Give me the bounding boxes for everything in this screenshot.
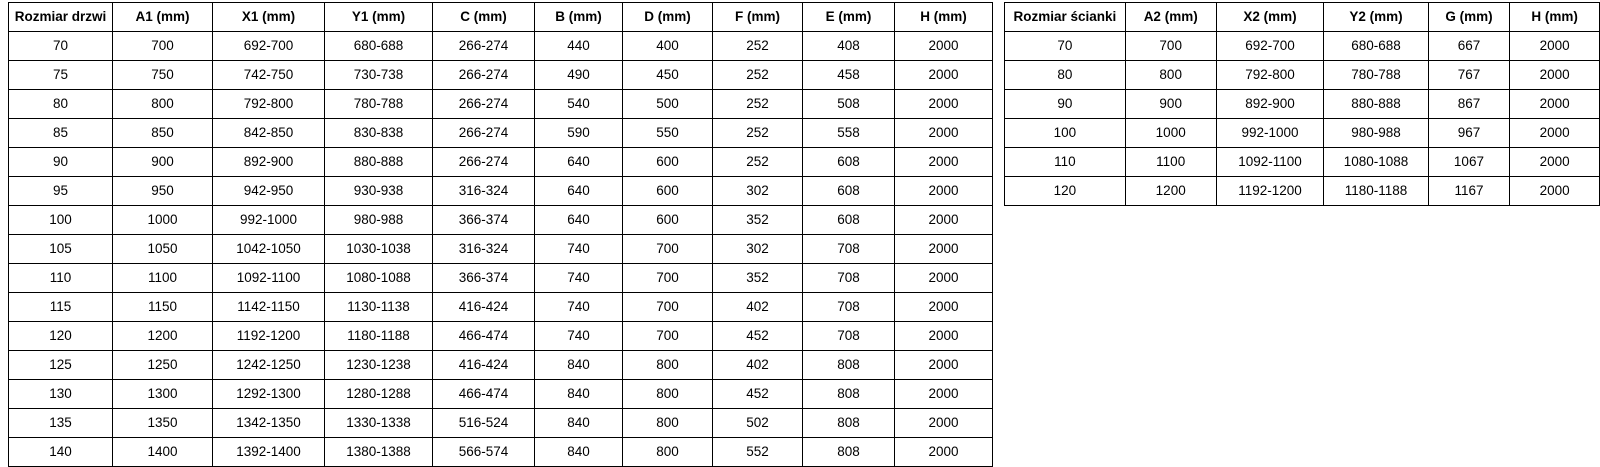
table-cell: 850 <box>113 119 213 148</box>
table-cell: 600 <box>623 177 713 206</box>
table-cell: 550 <box>623 119 713 148</box>
table-cell: 90 <box>1005 90 1126 119</box>
table-cell: 2000 <box>895 206 993 235</box>
table-cell: 115 <box>9 293 113 322</box>
table-cell: 75 <box>9 61 113 90</box>
table-cell: 100 <box>1005 119 1126 148</box>
table-cell: 402 <box>713 351 803 380</box>
table-cell: 1292-1300 <box>213 380 325 409</box>
table-cell: 2000 <box>895 32 993 61</box>
table-cell: 252 <box>713 61 803 90</box>
table-cell: 408 <box>803 32 895 61</box>
table-cell: 302 <box>713 177 803 206</box>
table-cell: 402 <box>713 293 803 322</box>
table-cell: 1180-1188 <box>1324 177 1428 206</box>
table-cell: 2000 <box>895 264 993 293</box>
table-cell: 942-950 <box>213 177 325 206</box>
table-cell: 808 <box>803 409 895 438</box>
table-cell: 452 <box>713 380 803 409</box>
table-cell: 700 <box>623 264 713 293</box>
table-cell: 2000 <box>895 119 993 148</box>
table-cell: 440 <box>535 32 623 61</box>
table-cell: 135 <box>9 409 113 438</box>
table-cell: 792-800 <box>1216 61 1324 90</box>
table-cell: 1167 <box>1428 177 1510 206</box>
table-cell: 600 <box>623 206 713 235</box>
table-cell: 1080-1088 <box>325 264 433 293</box>
table-cell: 466-474 <box>433 380 535 409</box>
table-cell: 950 <box>113 177 213 206</box>
table-cell: 867 <box>1428 90 1510 119</box>
table-cell: 900 <box>113 148 213 177</box>
table-row <box>9 380 993 409</box>
table-cell: 2000 <box>895 293 993 322</box>
table-cell: 700 <box>623 235 713 264</box>
table-cell: 316-324 <box>433 235 535 264</box>
table-cell: 266-274 <box>433 148 535 177</box>
table-header-row <box>9 3 993 32</box>
table-cell: 800 <box>623 351 713 380</box>
table-cell: 1192-1200 <box>1216 177 1324 206</box>
table-cell: 1050 <box>113 235 213 264</box>
table-cell: 640 <box>535 148 623 177</box>
table-cell: 458 <box>803 61 895 90</box>
table-cell: 100 <box>9 206 113 235</box>
table-cell: 490 <box>535 61 623 90</box>
door-table-body <box>9 32 993 467</box>
table-row <box>1005 148 1600 177</box>
table-cell: 1100 <box>113 264 213 293</box>
table-cell: 992-1000 <box>1216 119 1324 148</box>
table-cell: 566-574 <box>433 438 535 467</box>
table-cell: 1250 <box>113 351 213 380</box>
table-cell: 85 <box>9 119 113 148</box>
table-cell: 1092-1100 <box>1216 148 1324 177</box>
table-cell: 1042-1050 <box>213 235 325 264</box>
table-cell: 1150 <box>113 293 213 322</box>
table-cell: 680-688 <box>325 32 433 61</box>
door-table-column-header: C (mm) <box>433 3 535 32</box>
table-cell: 700 <box>1125 32 1216 61</box>
table-cell: 105 <box>9 235 113 264</box>
door-table-column-header: H (mm) <box>895 3 993 32</box>
table-row <box>9 409 993 438</box>
table-cell: 1400 <box>113 438 213 467</box>
table-row <box>9 206 993 235</box>
table-cell: 125 <box>9 351 113 380</box>
wall-size-table-container <box>1004 2 1600 206</box>
door-table-column-header: D (mm) <box>623 3 713 32</box>
table-cell: 2000 <box>895 438 993 467</box>
table-cell: 730-738 <box>325 61 433 90</box>
table-cell: 80 <box>9 90 113 119</box>
table-cell: 400 <box>623 32 713 61</box>
table-cell: 1200 <box>113 322 213 351</box>
table-cell: 452 <box>713 322 803 351</box>
table-cell: 2000 <box>1510 61 1600 90</box>
table-row <box>1005 119 1600 148</box>
table-cell: 500 <box>623 90 713 119</box>
table-cell: 2000 <box>1510 119 1600 148</box>
table-cell: 1330-1338 <box>325 409 433 438</box>
table-cell: 2000 <box>1510 148 1600 177</box>
table-row <box>9 90 993 119</box>
table-cell: 252 <box>713 90 803 119</box>
table-cell: 740 <box>535 322 623 351</box>
table-cell: 700 <box>113 32 213 61</box>
table-cell: 558 <box>803 119 895 148</box>
table-cell: 780-788 <box>1324 61 1428 90</box>
table-cell: 708 <box>803 322 895 351</box>
table-cell: 692-700 <box>1216 32 1324 61</box>
table-cell: 740 <box>535 264 623 293</box>
table-cell: 90 <box>9 148 113 177</box>
table-cell: 1242-1250 <box>213 351 325 380</box>
table-cell: 1342-1350 <box>213 409 325 438</box>
table-cell: 1080-1088 <box>1324 148 1428 177</box>
table-row <box>1005 32 1600 61</box>
table-cell: 2000 <box>895 380 993 409</box>
table-cell: 366-374 <box>433 264 535 293</box>
table-cell: 1180-1188 <box>325 322 433 351</box>
table-cell: 508 <box>803 90 895 119</box>
table-cell: 416-424 <box>433 351 535 380</box>
table-row <box>9 264 993 293</box>
table-cell: 708 <box>803 235 895 264</box>
table-cell: 1350 <box>113 409 213 438</box>
table-cell: 767 <box>1428 61 1510 90</box>
table-cell: 1130-1138 <box>325 293 433 322</box>
table-cell: 2000 <box>895 90 993 119</box>
table-cell: 800 <box>623 409 713 438</box>
table-cell: 840 <box>535 409 623 438</box>
table-cell: 1280-1288 <box>325 380 433 409</box>
table-cell: 516-524 <box>433 409 535 438</box>
table-cell: 252 <box>713 32 803 61</box>
table-cell: 70 <box>1005 32 1126 61</box>
table-cell: 708 <box>803 264 895 293</box>
table-cell: 800 <box>623 380 713 409</box>
table-cell: 590 <box>535 119 623 148</box>
table-cell: 1000 <box>1125 119 1216 148</box>
table-cell: 640 <box>535 206 623 235</box>
table-row <box>9 177 993 206</box>
table-cell: 980-988 <box>1324 119 1428 148</box>
table-cell: 800 <box>623 438 713 467</box>
table-cell: 967 <box>1428 119 1510 148</box>
table-row <box>9 351 993 380</box>
table-cell: 808 <box>803 438 895 467</box>
table-cell: 266-274 <box>433 61 535 90</box>
table-cell: 95 <box>9 177 113 206</box>
table-cell: 892-900 <box>213 148 325 177</box>
table-cell: 800 <box>1125 61 1216 90</box>
wall-table-body <box>1005 32 1600 206</box>
table-cell: 742-750 <box>213 61 325 90</box>
wall-table-column-header: G (mm) <box>1428 3 1510 32</box>
wall-size-table <box>1004 2 1600 206</box>
table-cell: 130 <box>9 380 113 409</box>
table-row <box>9 61 993 90</box>
table-cell: 110 <box>9 264 113 293</box>
table-row <box>1005 90 1600 119</box>
table-cell: 266-274 <box>433 90 535 119</box>
table-cell: 1092-1100 <box>213 264 325 293</box>
table-cell: 708 <box>803 293 895 322</box>
table-cell: 808 <box>803 351 895 380</box>
table-cell: 502 <box>713 409 803 438</box>
door-table-column-header: F (mm) <box>713 3 803 32</box>
door-table-column-header: A1 (mm) <box>113 3 213 32</box>
table-cell: 352 <box>713 206 803 235</box>
table-cell: 302 <box>713 235 803 264</box>
wall-table-column-header: H (mm) <box>1510 3 1600 32</box>
table-cell: 266-274 <box>433 119 535 148</box>
table-cell: 1192-1200 <box>213 322 325 351</box>
table-row <box>9 32 993 61</box>
table-cell: 1300 <box>113 380 213 409</box>
table-cell: 2000 <box>1510 177 1600 206</box>
table-cell: 2000 <box>895 235 993 264</box>
table-cell: 366-374 <box>433 206 535 235</box>
door-size-table-container <box>8 2 993 467</box>
table-row <box>9 119 993 148</box>
table-cell: 700 <box>623 322 713 351</box>
table-cell: 808 <box>803 380 895 409</box>
table-cell: 1392-1400 <box>213 438 325 467</box>
door-size-table <box>8 2 993 467</box>
table-cell: 2000 <box>895 148 993 177</box>
table-cell: 1200 <box>1125 177 1216 206</box>
table-cell: 252 <box>713 148 803 177</box>
table-cell: 608 <box>803 148 895 177</box>
table-cell: 316-324 <box>433 177 535 206</box>
table-cell: 450 <box>623 61 713 90</box>
table-cell: 1230-1238 <box>325 351 433 380</box>
table-cell: 540 <box>535 90 623 119</box>
table-cell: 608 <box>803 206 895 235</box>
table-cell: 608 <box>803 177 895 206</box>
wall-table-column-header: Rozmiar ścianki <box>1005 3 1126 32</box>
table-cell: 880-888 <box>1324 90 1428 119</box>
table-row <box>9 438 993 467</box>
table-cell: 1030-1038 <box>325 235 433 264</box>
table-cell: 80 <box>1005 61 1126 90</box>
table-cell: 140 <box>9 438 113 467</box>
table-cell: 2000 <box>895 61 993 90</box>
door-table-column-header: B (mm) <box>535 3 623 32</box>
table-row <box>1005 177 1600 206</box>
table-cell: 640 <box>535 177 623 206</box>
table-row <box>1005 61 1600 90</box>
table-cell: 466-474 <box>433 322 535 351</box>
table-cell: 416-424 <box>433 293 535 322</box>
table-cell: 900 <box>1125 90 1216 119</box>
table-cell: 980-988 <box>325 206 433 235</box>
table-cell: 2000 <box>1510 32 1600 61</box>
table-cell: 692-700 <box>213 32 325 61</box>
table-cell: 1142-1150 <box>213 293 325 322</box>
wall-table-column-header: Y2 (mm) <box>1324 3 1428 32</box>
table-row <box>9 148 993 177</box>
table-header-row <box>1005 3 1600 32</box>
table-row <box>9 235 993 264</box>
table-cell: 2000 <box>895 409 993 438</box>
table-cell: 842-850 <box>213 119 325 148</box>
table-cell: 880-888 <box>325 148 433 177</box>
table-cell: 2000 <box>1510 90 1600 119</box>
wall-table-column-header: A2 (mm) <box>1125 3 1216 32</box>
table-cell: 800 <box>113 90 213 119</box>
door-table-column-header: X1 (mm) <box>213 3 325 32</box>
wall-table-column-header: X2 (mm) <box>1216 3 1324 32</box>
table-cell: 930-938 <box>325 177 433 206</box>
door-table-header <box>9 3 993 32</box>
table-cell: 600 <box>623 148 713 177</box>
table-cell: 110 <box>1005 148 1126 177</box>
door-table-column-header: Rozmiar drzwi <box>9 3 113 32</box>
table-row <box>9 293 993 322</box>
table-cell: 840 <box>535 438 623 467</box>
table-cell: 667 <box>1428 32 1510 61</box>
table-cell: 266-274 <box>433 32 535 61</box>
wall-table-header <box>1005 3 1600 32</box>
table-row <box>9 322 993 351</box>
table-cell: 840 <box>535 351 623 380</box>
table-cell: 830-838 <box>325 119 433 148</box>
table-cell: 120 <box>9 322 113 351</box>
table-cell: 1380-1388 <box>325 438 433 467</box>
table-cell: 352 <box>713 264 803 293</box>
table-cell: 780-788 <box>325 90 433 119</box>
table-cell: 1100 <box>1125 148 1216 177</box>
table-cell: 2000 <box>895 322 993 351</box>
table-cell: 792-800 <box>213 90 325 119</box>
table-cell: 2000 <box>895 177 993 206</box>
table-cell: 892-900 <box>1216 90 1324 119</box>
table-cell: 2000 <box>895 351 993 380</box>
table-cell: 740 <box>535 293 623 322</box>
door-table-column-header: E (mm) <box>803 3 895 32</box>
table-cell: 1000 <box>113 206 213 235</box>
table-cell: 70 <box>9 32 113 61</box>
table-cell: 700 <box>623 293 713 322</box>
table-cell: 740 <box>535 235 623 264</box>
door-table-column-header: Y1 (mm) <box>325 3 433 32</box>
table-cell: 1067 <box>1428 148 1510 177</box>
table-cell: 252 <box>713 119 803 148</box>
table-cell: 992-1000 <box>213 206 325 235</box>
table-cell: 552 <box>713 438 803 467</box>
table-cell: 680-688 <box>1324 32 1428 61</box>
table-cell: 840 <box>535 380 623 409</box>
table-cell: 750 <box>113 61 213 90</box>
table-cell: 120 <box>1005 177 1126 206</box>
